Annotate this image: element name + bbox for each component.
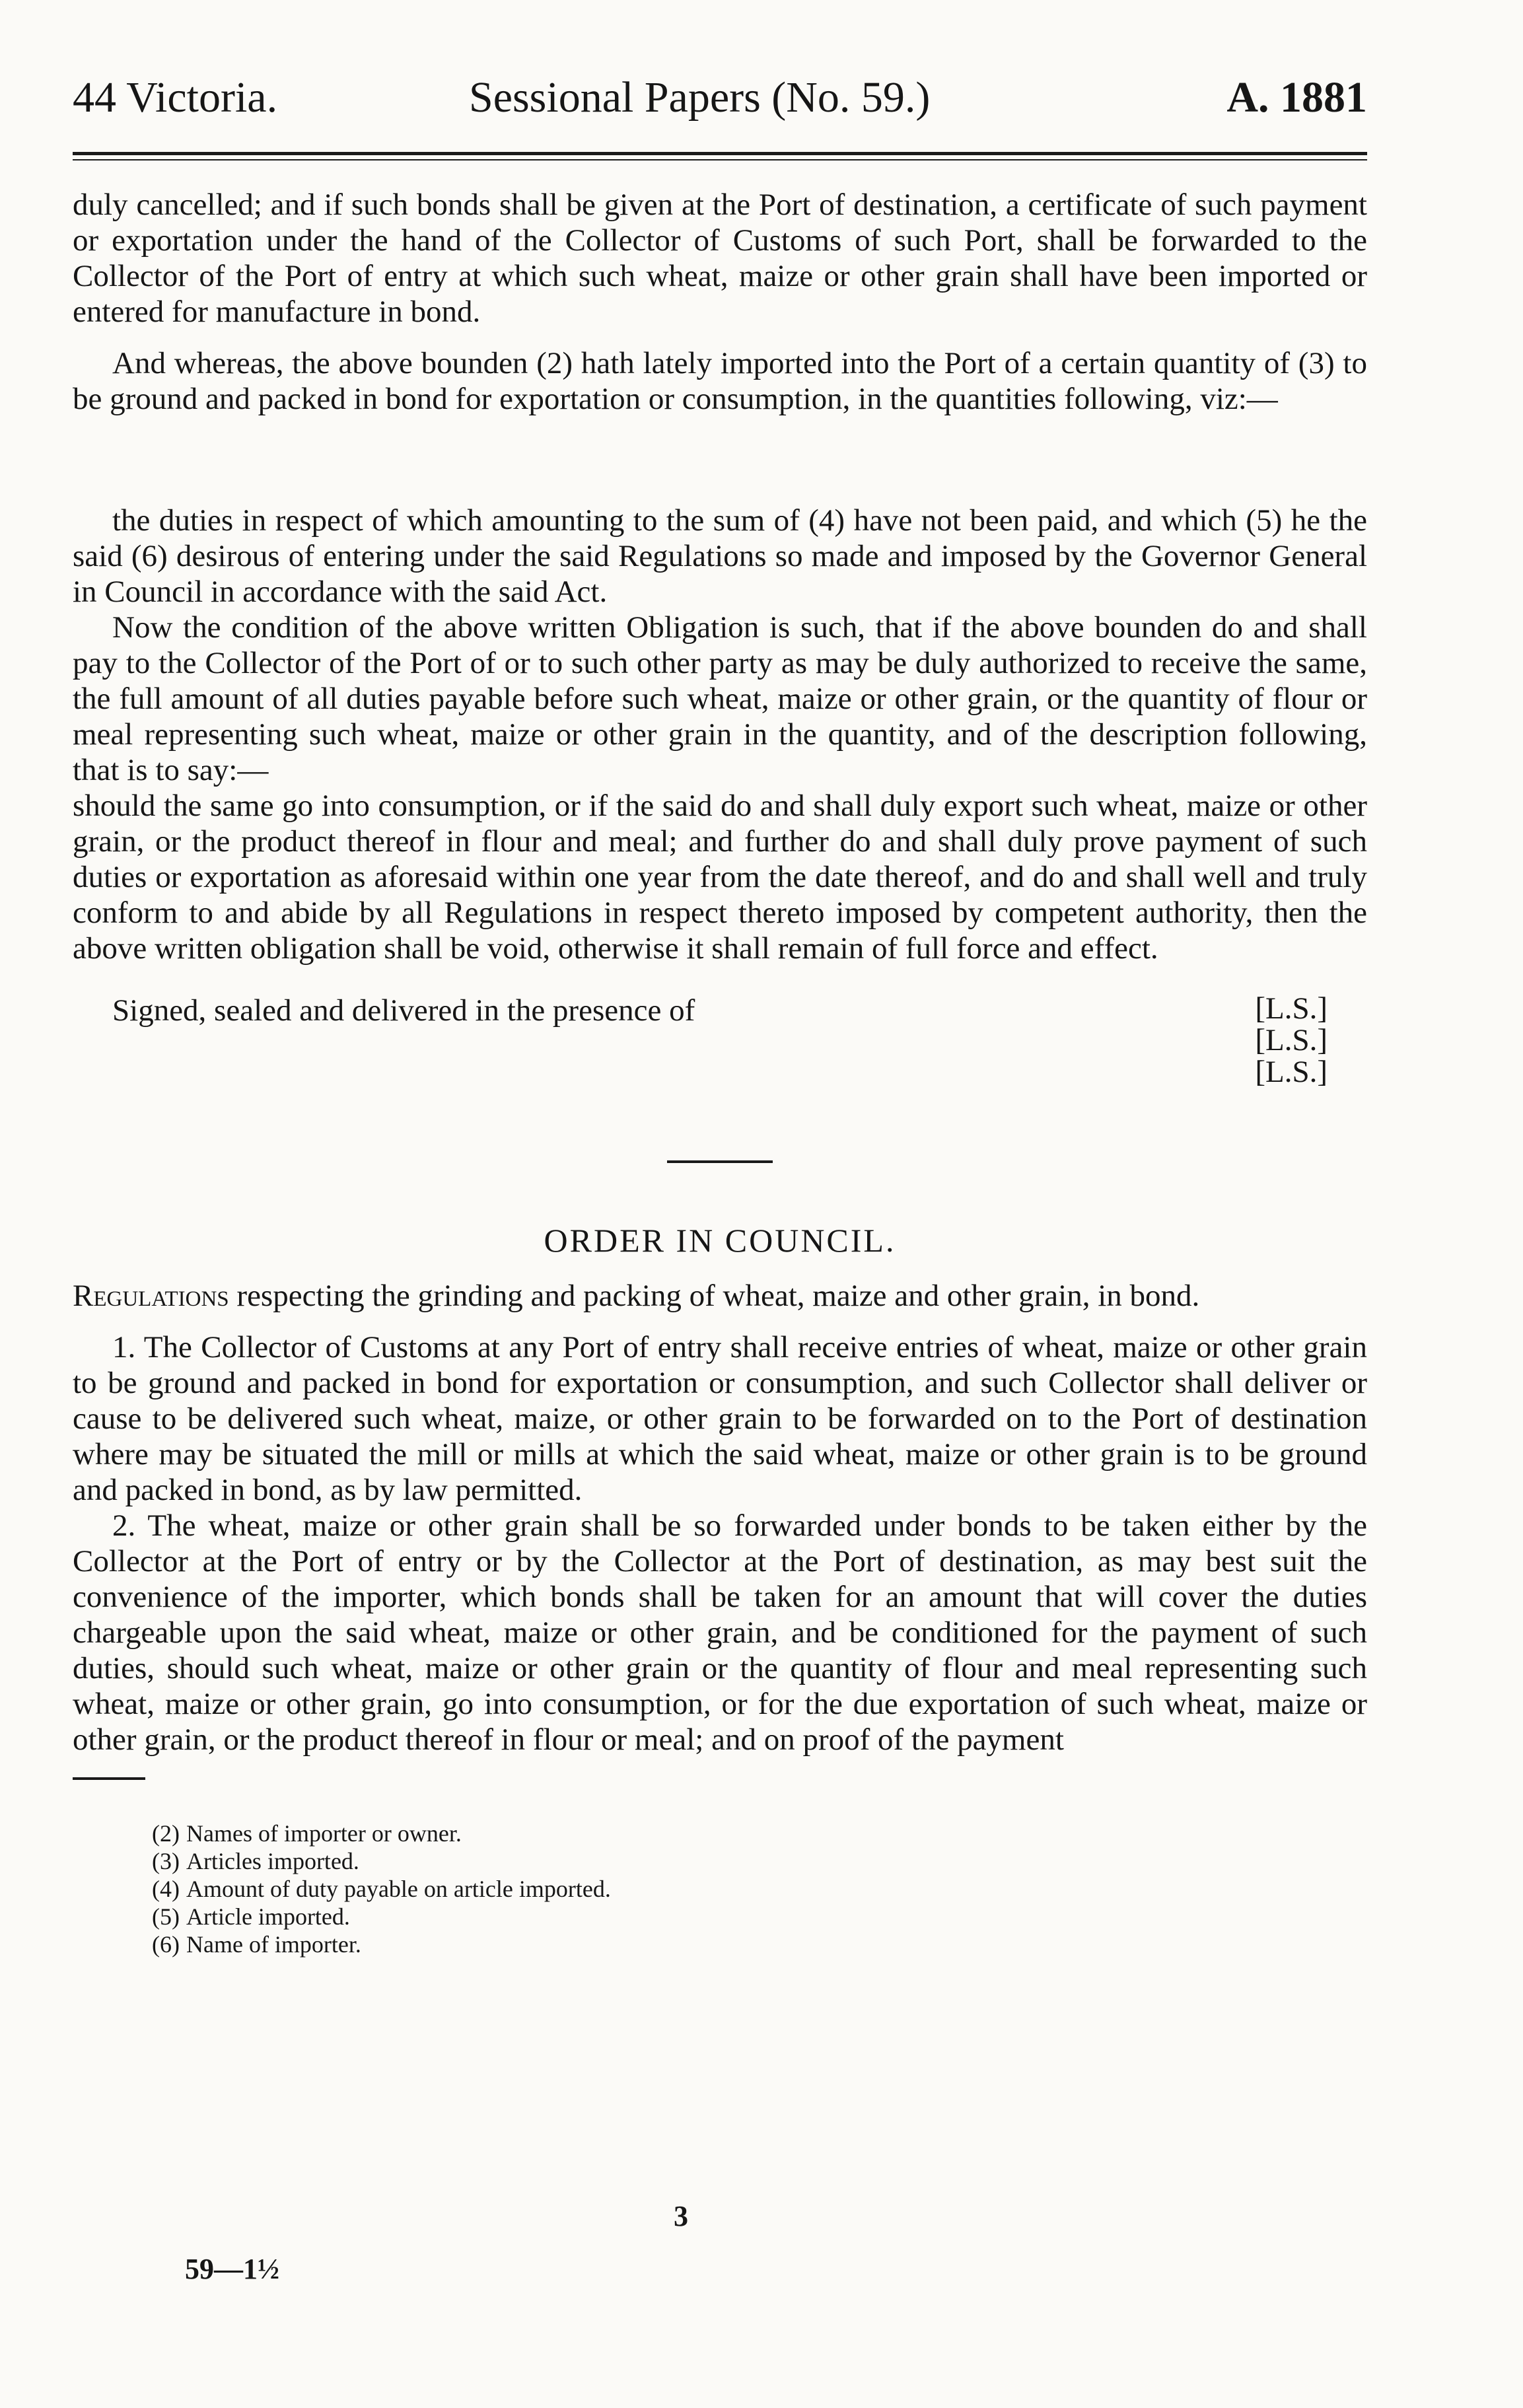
paragraph: duly cancelled; and if such bonds shall be given at the Port of destination, a certificate of such payment or exportation under the hand of the Collector of Customs of such Port, shall be forwarded to the Collector of the Port of entry at which such wheat, maize or other grain shall have been imported or entered for manufacture in bond. [73,188,1367,329]
bond-text [73,187,1367,1757]
paragraph: should the same go into consumption, or if the said do and shall duly export such wheat, maize or other grain, or the product thereof in flour and meal; and further do and shall duly prove payment of such duties or exportation as aforesaid within one year from the date thereof, and do and shall well and truly conform to and abide by all Regulations in respect thereto imposed by competent authority, then the above written obligation shall be void, otherwise it shall remain of full force and effect. [73,789,1367,966]
sheet-mark: 59—1½ [185,2253,279,2285]
seal: [L.S.] [1255,991,1328,1026]
regulation-2: 2. The wheat, maize or other grain shall be so forwarded under bonds to be taken either by the Collector at the Port of entry or by the Collector at the Port of destination, as may best suit the convenience of the importer, which bonds shall be taken for an amount that will cover the duties chargeable upon the said wheat, maize or other grain, and be conditioned for the payment of such duties, should such wheat, maize or other grain or the quantity of flour and meal representing such wheat, maize or other grain, go into consumption, or for the due exportation of such wheat, maize or other grain, or the product thereof in flour or meal; and on proof of the payment [73,1508,1367,1757]
footnotes [152,1820,1367,1958]
order-intro-lead: Regulations [73,1279,229,1313]
paragraph: the duties in respect of which amounting to the sum of (4) have not been paid, and which (5) he the said (6) desirous of entering under the said Regulations so made and imposed by the Governor General in Council in accordance with the said Act. [73,503,1367,609]
footnote: (3) Articles imported. [152,1848,359,1874]
header-rule [73,152,1367,155]
footnote: (2) Names of importer or owner. [152,1820,462,1847]
signature-block [73,993,1367,1088]
signature-text: Signed, sealed and delivered in the presence of [112,993,695,1028]
header-rule-thin [73,159,1367,160]
running-header [73,73,1367,139]
footnote-rule [73,1777,145,1780]
header-volume: 44 Victoria. [73,73,278,122]
footnote: (4) Amount of duty payable on article imported. [152,1876,611,1902]
page-number: 3 [674,2200,688,2232]
seal-marks [1255,993,1328,1088]
order-intro [73,1278,1367,1314]
regulation-1: 1. The Collector of Customs at any Port of entry shall receive entries of wheat, maize or other grain to be ground and packed in bond for exportation or consumption, and such Collector shall deliver or cause to be delivered such wheat, maize, or other grain to be forwarded on to the Port of destination where may be situated the mill or mills at which the said wheat, maize or other grain is to be ground and packed in bond, as by law permitted. [73,1330,1367,1507]
header-year: A. 1881 [1226,73,1367,122]
document-page [73,73,1367,1958]
section-title: ORDER IN COUNCIL. [544,1222,896,1259]
header-title: Sessional Papers (No. 59.) [469,73,931,122]
section-divider [667,1160,773,1163]
paragraph: And whereas, the above bounden (2) hath lately imported into the Port of a certain quantity of (3) to be ground and packed in bond for exportation or consumption, in the quantities following, viz:— [73,346,1367,416]
footnote: (5) Article imported. [152,1903,350,1930]
paragraph: Now the condition of the above written Obligation is such, that if the above bounden do and shall pay to the Collector of the Port of or to such other party as may be duly authorized to receive the same, the full amount of all duties payable before such wheat, maize or other grain, or the quantity of flour or meal representing such wheat, maize or other grain in the quantity, and of the description following, that is to say:— [73,610,1367,787]
seal: [L.S.] [1255,1023,1328,1057]
footnote: (6) Name of importer. [152,1931,361,1958]
order-intro-rest: respecting the grinding and packing of wheat, maize and other grain, in bond. [229,1279,1200,1313]
seal: [L.S.] [1255,1055,1328,1089]
